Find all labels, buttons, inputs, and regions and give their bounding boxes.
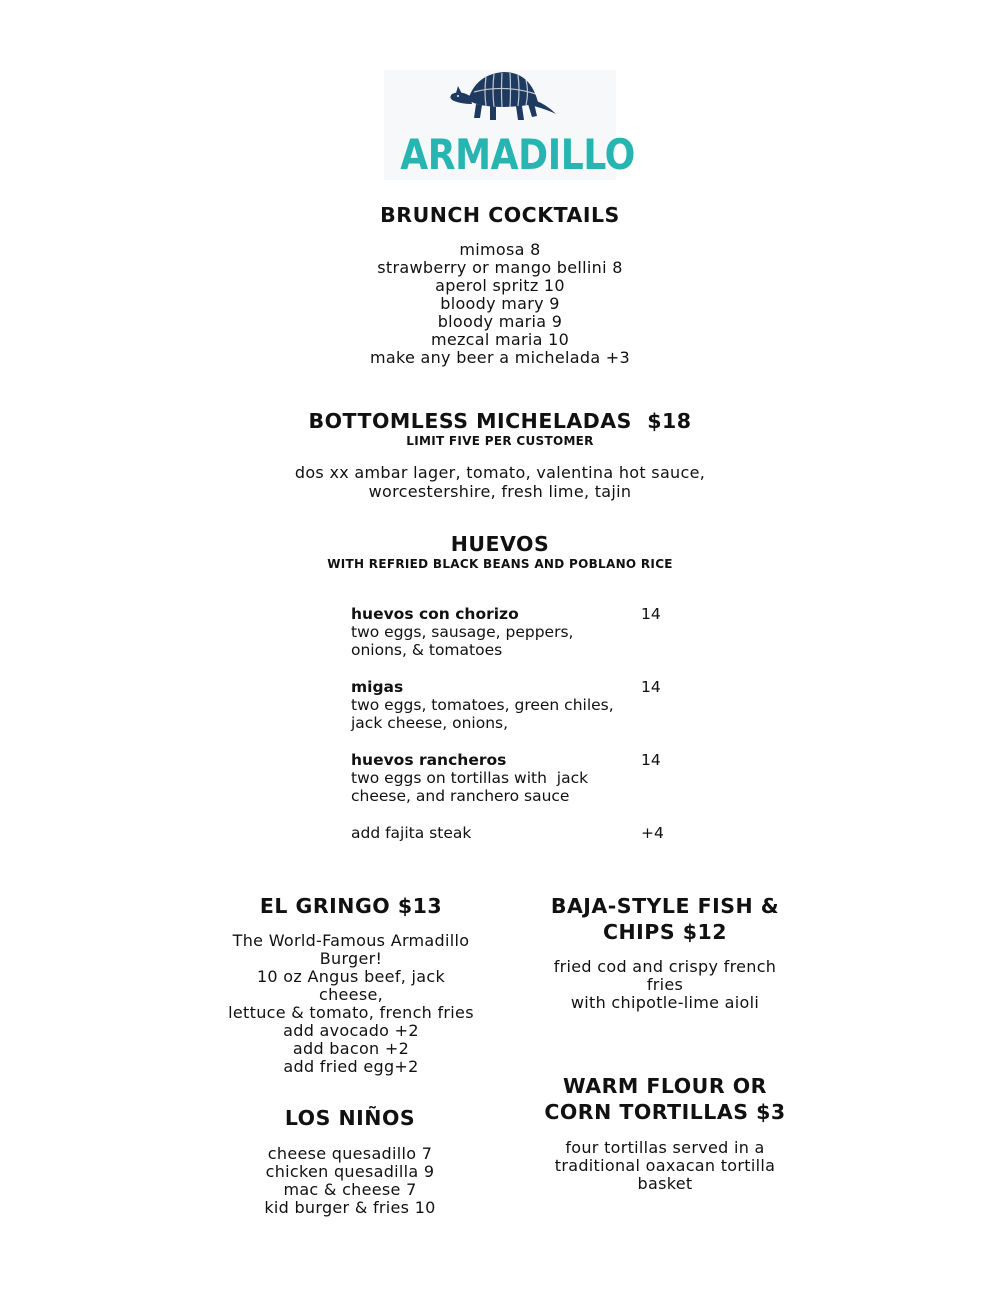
micheladas-section	[200, 408, 800, 449]
list-item: aperol spritz 10	[435, 276, 565, 295]
item-description: two eggs, tomatoes, green chiles,	[351, 696, 614, 714]
addon-price: +4	[641, 824, 664, 842]
el-gringo-description	[200, 932, 502, 1076]
item-description: two eggs on tortillas with jack	[351, 769, 589, 787]
item-description: jack cheese, onions,	[351, 714, 509, 732]
list-item: mac & cheese 7	[283, 1180, 417, 1199]
menu-item-huevos-con-chorizo	[351, 605, 651, 659]
description-line: Burger!	[319, 949, 383, 968]
addon-name: add fajita steak	[351, 824, 472, 842]
el-gringo-section	[200, 893, 502, 919]
list-item: kid burger & fries 10	[264, 1198, 436, 1217]
los-ninos-heading: LOS NIÑOS	[284, 1106, 416, 1130]
list-item: bloody maria 9	[437, 312, 563, 331]
micheladas-description	[200, 463, 800, 501]
list-item: cheese quesadillo 7	[267, 1144, 433, 1163]
huevos-subheading: WITH REFRIED BLACK BEANS AND POBLANO RICE	[327, 557, 673, 571]
list-item: make any beer a michelada +3	[369, 348, 630, 367]
cocktails-list	[250, 241, 750, 367]
description-line: four tortillas served in a	[565, 1138, 765, 1157]
description-line: lettuce & tomato, french fries	[228, 1003, 474, 1022]
tortillas-description	[535, 1139, 795, 1193]
item-price: 14	[641, 678, 661, 696]
fish-chips-description	[535, 958, 795, 1012]
armadillo-icon	[446, 70, 558, 124]
huevos-section	[250, 531, 750, 572]
cocktails-heading: BRUNCH COCKTAILS	[380, 203, 620, 227]
el-gringo-heading: EL GRINGO $13	[259, 894, 443, 918]
item-description: two eggs, sausage, peppers,	[351, 623, 574, 641]
item-description: cheese, and ranchero sauce	[351, 787, 570, 805]
description-line: fried cod and crispy french	[553, 957, 777, 976]
description-line: worcestershire, fresh lime, tajin	[368, 482, 632, 501]
description-line: add avocado +2	[283, 1021, 419, 1040]
menu-item-huevos-rancheros	[351, 751, 651, 805]
logo	[384, 70, 635, 180]
description-line: basket	[637, 1174, 693, 1193]
description-line: dos xx ambar lager, tomato, valentina hot sauce,	[294, 463, 706, 482]
description-line: traditional oaxacan tortilla	[554, 1156, 776, 1175]
description-line: fries	[646, 975, 684, 994]
fish-chips-section	[535, 893, 795, 945]
item-price: 14	[641, 605, 661, 623]
fish-chips-heading: CHIPS $12	[602, 920, 728, 944]
description-line: The World-Famous Armadillo	[232, 931, 470, 950]
micheladas-heading: BOTTOMLESS MICHELADAS $18	[308, 409, 692, 433]
item-name: migas	[351, 678, 404, 696]
item-name: huevos con chorizo	[351, 605, 519, 623]
list-item: chicken quesadilla 9	[265, 1162, 435, 1181]
brand-name: ARMADILLO	[400, 130, 635, 179]
fish-chips-heading: BAJA-STYLE FISH &	[550, 894, 780, 918]
list-item: mimosa 8	[459, 240, 541, 259]
cocktails-section	[250, 202, 750, 228]
tortillas-heading: CORN TORTILLAS $3	[544, 1100, 786, 1124]
item-name: huevos rancheros	[351, 751, 507, 769]
tortillas-heading: WARM FLOUR OR	[563, 1074, 767, 1098]
item-price: 14	[641, 751, 661, 769]
description-line: add bacon +2	[292, 1039, 410, 1058]
tortillas-section	[535, 1073, 795, 1125]
list-item: bloody mary 9	[440, 294, 560, 313]
list-item: strawberry or mango bellini 8	[377, 258, 623, 277]
los-ninos-section	[200, 1105, 500, 1131]
los-ninos-list	[200, 1145, 500, 1217]
description-line: add fried egg+2	[283, 1057, 419, 1076]
micheladas-subheading: LIMIT FIVE PER CUSTOMER	[406, 434, 594, 448]
list-item: mezcal maria 10	[430, 330, 570, 349]
huevos-heading: HUEVOS	[450, 532, 550, 556]
description-line: with chipotle-lime aioli	[570, 993, 760, 1012]
item-description: onions, & tomatoes	[351, 641, 503, 659]
description-line: 10 oz Angus beef, jack	[256, 967, 446, 986]
description-line: cheese,	[319, 985, 383, 1004]
menu-item-migas	[351, 678, 651, 732]
